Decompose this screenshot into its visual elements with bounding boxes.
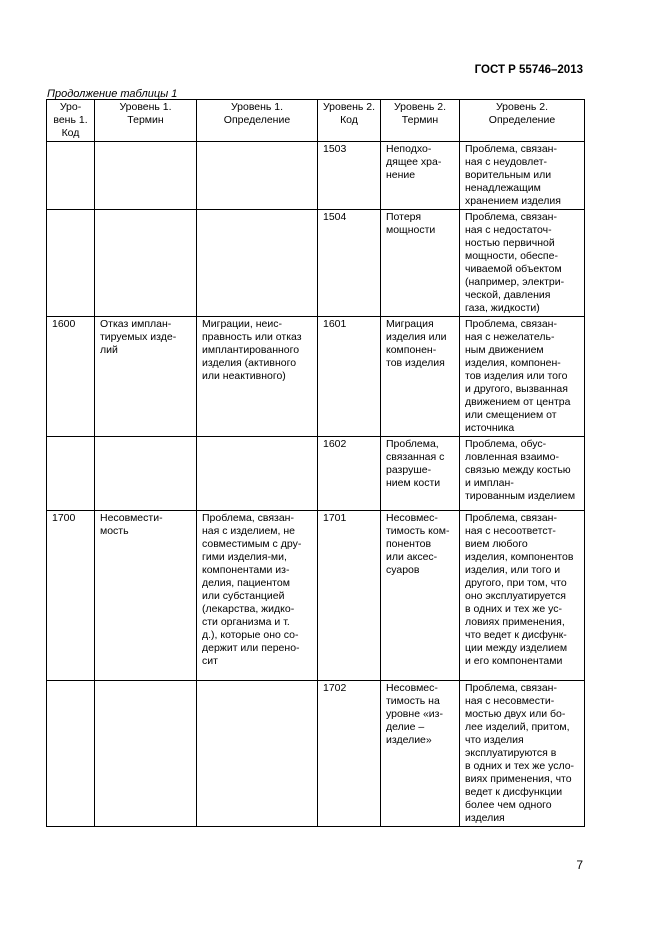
classification-table: [46, 99, 585, 827]
level2-term-cell: Несовмес- тимость ком- понентов или аксес- суаров: [381, 511, 460, 681]
table-header-row: [47, 100, 585, 142]
level1-definition-cell: [197, 210, 318, 317]
level2-definition-cell: Проблема, связан- ная с несоответст- вием любого изделия, компонентов изделия, или того и другого, при том, что оно эксплуатируется в одних и тех же ус- ловиях применения, что ведет к дисфунк- ции между изделием и его компонентами: [460, 511, 585, 681]
level2-definition-cell: Проблема, обус- ловленная взаимо- связью между костью и имплан- тированным изделием: [460, 437, 585, 511]
level2-definition-cell: Проблема, связан- ная с неудовлет- ворительным или ненадлежащим хранением изделия: [460, 142, 585, 210]
level2-code-cell: 1503: [318, 142, 381, 210]
column-header: Уро- вень 1. Код: [47, 100, 95, 142]
level1-code-cell: [47, 210, 95, 317]
level1-definition-cell: Проблема, связан- ная с изделием, не совместимым с дру- гими изделия-ми, компонентами из- делия, пациентом или субстанцией (лекарства, жидко- сти организма и т. д.), которые оно со- держит или перено- сит: [197, 511, 318, 681]
level1-definition-cell: [197, 681, 318, 827]
standard-designation: ГОСТ Р 55746–2013: [474, 64, 583, 76]
level2-definition-cell: Проблема, связан- ная с нежелатель- ным движением изделия, компонен- тов изделия или того и другого, вызванная движением от центра или смещением от источника: [460, 317, 585, 437]
table-row: [47, 210, 585, 317]
table-row: [47, 317, 585, 437]
level1-term-cell: [95, 437, 197, 511]
level2-term-cell: Несовмес- тимость на уровне «из- делие – изделие»: [381, 681, 460, 827]
level1-term-cell: Несовмести- мость: [95, 511, 197, 681]
level1-definition-cell: Миграции, неис- правность или отказ имплантированного изделия (активного или неактивного): [197, 317, 318, 437]
level1-term-cell: Отказ имплан- тируемых изде- лий: [95, 317, 197, 437]
column-header: Уровень 1. Определение: [197, 100, 318, 142]
level1-code-cell: [47, 142, 95, 210]
level2-term-cell: Неподхо- дящее хра- нение: [381, 142, 460, 210]
level2-code-cell: 1504: [318, 210, 381, 317]
level1-code-cell: [47, 681, 95, 827]
table-row: [47, 511, 585, 681]
column-header: Уровень 2. Код: [318, 100, 381, 142]
level2-term-cell: Миграция изделия или компонен- тов изделия: [381, 317, 460, 437]
table-row: [47, 142, 585, 210]
column-header: Уровень 2. Термин: [381, 100, 460, 142]
level1-code-cell: [47, 437, 95, 511]
level1-definition-cell: [197, 142, 318, 210]
level2-code-cell: 1601: [318, 317, 381, 437]
level2-definition-cell: Проблема, связан- ная с несовмести- мостью двух или бо- лее изделий, притом, что изделия эксплуатируются в в одних и тех же усло- виях применения, что ведет к дисфункции более чем одного изделия: [460, 681, 585, 827]
level1-code-cell: 1700: [47, 511, 95, 681]
page-number: 7: [576, 858, 583, 872]
level2-code-cell: 1702: [318, 681, 381, 827]
level1-term-cell: [95, 210, 197, 317]
level2-code-cell: 1701: [318, 511, 381, 681]
table-row: [47, 437, 585, 511]
column-header: Уровень 2. Определение: [460, 100, 585, 142]
level2-term-cell: Потеря мощности: [381, 210, 460, 317]
level1-definition-cell: [197, 437, 318, 511]
level1-term-cell: [95, 681, 197, 827]
column-header: Уровень 1. Термин: [95, 100, 197, 142]
level2-definition-cell: Проблема, связан- ная с недостаточ- ностью первичной мощности, обеспе- чиваемой объектом (например, электри- ческой, давления газа, жидкости): [460, 210, 585, 317]
level2-code-cell: 1602: [318, 437, 381, 511]
level1-term-cell: [95, 142, 197, 210]
level2-term-cell: Проблема, связанная с разруше- нием кости: [381, 437, 460, 511]
table-continuation-caption: Продолжение таблицы 1: [47, 88, 178, 100]
level1-code-cell: 1600: [47, 317, 95, 437]
table-row: [47, 681, 585, 827]
